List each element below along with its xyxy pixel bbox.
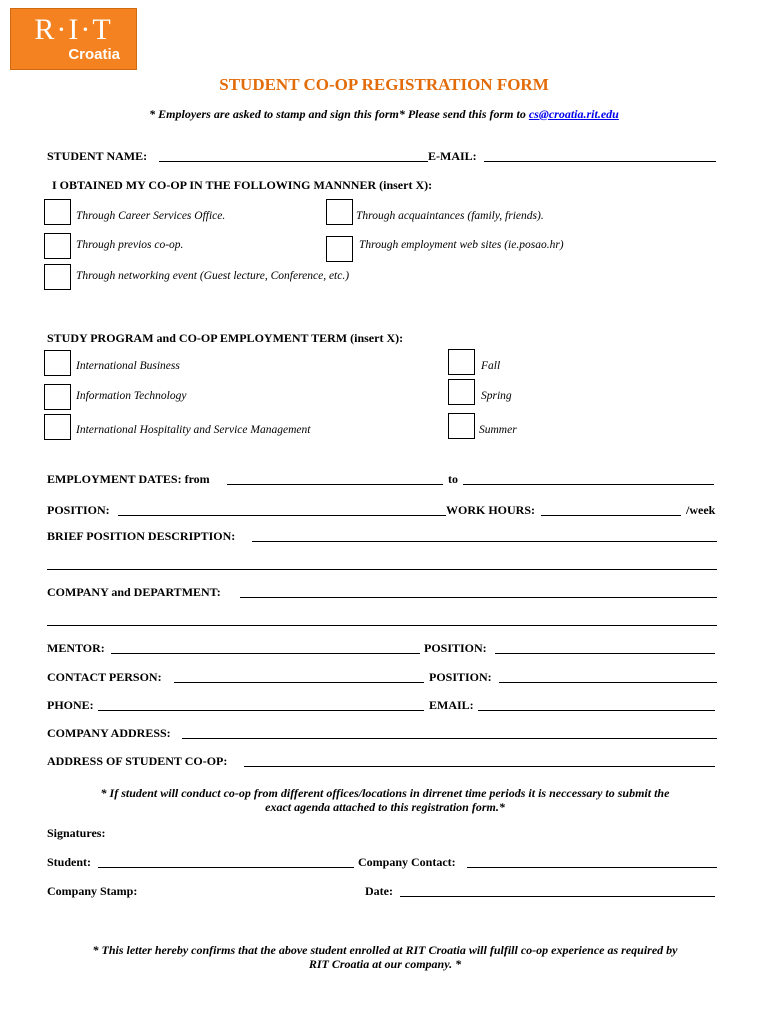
- company-stamp-label: Company Stamp:: [47, 884, 138, 898]
- student-signature-field[interactable]: [98, 867, 354, 868]
- student-coop-address-label: ADDRESS OF STUDENT CO-OP:: [47, 754, 228, 768]
- company-contact-signature-label: Company Contact:: [358, 855, 456, 869]
- agenda-note-line-2: exact agenda attached to this registration form.*: [265, 800, 505, 814]
- signatures-heading: Signatures:: [47, 826, 106, 840]
- footer-line-2: RIT Croatia at our company. *: [308, 957, 462, 971]
- mentor-position-field[interactable]: [495, 653, 715, 654]
- page-title: STUDENT CO-OP REGISTRATION FORM: [219, 75, 549, 94]
- student-name-field[interactable]: [159, 161, 428, 162]
- company-email-field[interactable]: [478, 710, 715, 711]
- program-information-technology: Information Technology: [76, 390, 187, 402]
- brief-description-label: BRIEF POSITION DESCRIPTION:: [47, 529, 236, 543]
- option-acquaintances: Through acquaintances (family, friends).: [356, 210, 544, 222]
- position-label: POSITION:: [47, 503, 110, 517]
- checkbox-information-technology[interactable]: [44, 384, 71, 410]
- contact-position-label: POSITION:: [429, 670, 492, 684]
- obtained-heading: I OBTAINED MY CO-OP IN THE FOLLOWING MANNNER (insert X):: [52, 178, 433, 192]
- per-week-label: /week: [686, 503, 716, 517]
- company-department-label: COMPANY and DEPARTMENT:: [47, 585, 221, 599]
- mentor-field[interactable]: [111, 653, 420, 654]
- contact-email-link[interactable]: cs@croatia.rit.edu: [528, 107, 619, 121]
- date-field[interactable]: [400, 896, 715, 897]
- contact-position-field[interactable]: [499, 682, 717, 683]
- date-to-field[interactable]: [463, 484, 714, 485]
- employer-note-text: * Employers are asked to stamp and sign this form* Please send this form to: [149, 107, 529, 121]
- checkbox-web-sites[interactable]: [326, 236, 353, 262]
- student-name-label: STUDENT NAME:: [47, 149, 148, 163]
- employment-dates-label: EMPLOYMENT DATES: from: [47, 472, 210, 486]
- agenda-note: [40, 786, 730, 814]
- phone-field[interactable]: [98, 710, 424, 711]
- email-label: E-MAIL:: [428, 149, 477, 163]
- rit-croatia-logo: [10, 8, 137, 70]
- date-from-field[interactable]: [227, 484, 443, 485]
- email-field[interactable]: [484, 161, 716, 162]
- option-networking: Through networking event (Guest lecture, Conference, etc.): [76, 270, 350, 282]
- checkbox-career-services[interactable]: [44, 199, 71, 225]
- option-previous-coop: Through previos co-op.: [76, 239, 184, 251]
- phone-label: PHONE:: [47, 698, 94, 712]
- agenda-note-line-1: * If student will conduct co-op from different offices/locations in dirrenet time periods it is neccessary to submit the: [100, 786, 670, 800]
- program-hospitality: International Hospitality and Service Management: [76, 424, 311, 436]
- position-field[interactable]: [118, 515, 446, 516]
- footer-line-1: * This letter hereby confirms that the above student enrolled at RIT Croatia will fulfill co-op experience as required by: [92, 943, 678, 957]
- logo-text-rit: R·I·T: [34, 13, 113, 46]
- contact-person-field[interactable]: [174, 682, 424, 683]
- mentor-position-label: POSITION:: [424, 641, 487, 655]
- company-department-line-2[interactable]: [47, 625, 717, 626]
- option-career-services: Through Career Services Office.: [76, 210, 226, 222]
- contact-person-label: CONTACT PERSON:: [47, 670, 162, 684]
- checkbox-networking[interactable]: [44, 264, 71, 290]
- checkbox-international-business[interactable]: [44, 350, 71, 376]
- program-international-business: International Business: [76, 360, 180, 372]
- student-coop-address-field[interactable]: [244, 766, 715, 767]
- term-fall: Fall: [481, 360, 501, 372]
- company-department-field[interactable]: [240, 597, 717, 598]
- student-signature-label: Student:: [47, 855, 92, 869]
- checkbox-previous-coop[interactable]: [44, 233, 71, 259]
- company-address-field[interactable]: [182, 738, 717, 739]
- checkbox-fall[interactable]: [448, 349, 475, 375]
- company-email-label: EMAIL:: [429, 698, 474, 712]
- company-contact-signature-field[interactable]: [467, 867, 717, 868]
- brief-description-line-2[interactable]: [47, 569, 717, 570]
- brief-description-field[interactable]: [252, 541, 717, 542]
- checkbox-acquaintances[interactable]: [326, 199, 353, 225]
- company-address-label: COMPANY ADDRESS:: [47, 726, 171, 740]
- term-spring: Spring: [481, 390, 512, 402]
- option-web-sites: Through employment web sites (ie.posao.hr): [359, 239, 564, 251]
- date-to-label: to: [448, 472, 458, 486]
- study-program-heading: STUDY PROGRAM and CO-OP EMPLOYMENT TERM (insert X):: [47, 331, 404, 345]
- checkbox-spring[interactable]: [448, 379, 475, 405]
- mentor-label: MENTOR:: [47, 641, 105, 655]
- checkbox-summer[interactable]: [448, 413, 475, 439]
- checkbox-hospitality[interactable]: [44, 414, 71, 440]
- date-label: Date:: [365, 884, 393, 898]
- employer-note: [0, 107, 768, 122]
- term-summer: Summer: [479, 424, 517, 436]
- work-hours-field[interactable]: [541, 515, 681, 516]
- confirmation-footer: [30, 943, 740, 971]
- logo-text-croatia: Croatia: [68, 46, 120, 63]
- work-hours-label: WORK HOURS:: [446, 503, 536, 517]
